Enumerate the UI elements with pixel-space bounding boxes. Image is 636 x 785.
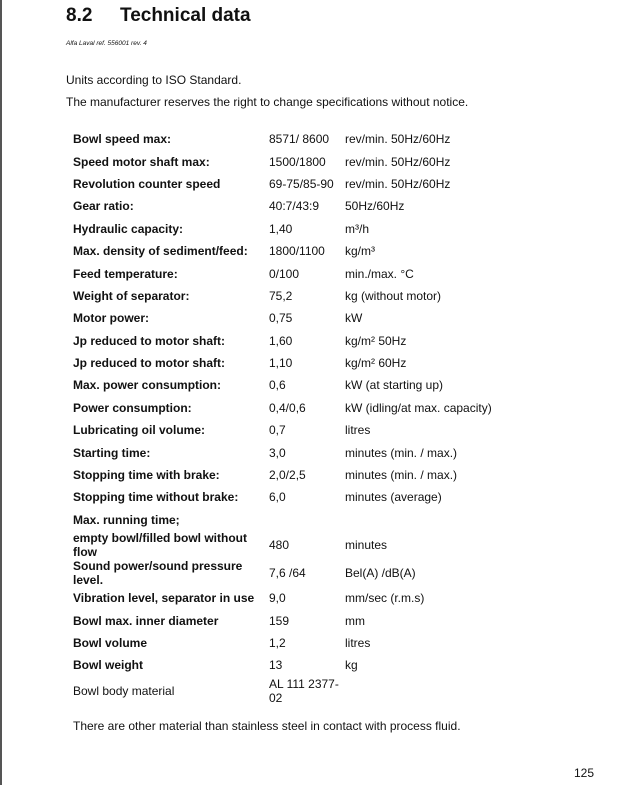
spec-unit: kW (at starting up) xyxy=(345,378,444,393)
spec-label: Motor power: xyxy=(73,311,149,326)
spec-value: 0,4/0,6 xyxy=(269,400,306,415)
spec-value: 1,60 xyxy=(269,333,293,348)
spec-value: 159 xyxy=(269,613,290,628)
spec-unit: kg/m² 60Hz xyxy=(345,356,407,371)
spec-unit xyxy=(345,677,492,705)
document-reference: Alfa Laval ref. 556001 rev. 4 xyxy=(66,40,147,47)
spec-row xyxy=(73,285,492,307)
spec-unit: litres xyxy=(345,636,371,650)
spec-label: Starting time: xyxy=(73,445,151,460)
spec-row xyxy=(73,262,492,284)
spec-unit: kW xyxy=(345,311,363,326)
spec-row xyxy=(73,441,492,463)
spec-value: 9,0 xyxy=(269,591,286,606)
spec-row xyxy=(73,352,492,374)
spec-unit: mm/sec (r.m.s) xyxy=(345,591,425,606)
spec-value: 1500/1800 xyxy=(269,154,326,169)
spec-unit: kg/m³ xyxy=(345,244,375,259)
spec-label: Max. density of sediment/feed: xyxy=(73,244,248,259)
spec-value: 75,2 xyxy=(269,288,293,303)
spec-unit: rev/min. 50Hz/60Hz xyxy=(345,132,451,147)
spec-label: Stopping time with brake: xyxy=(73,468,220,483)
spec-row xyxy=(73,632,492,654)
spec-unit: kg (without motor) xyxy=(345,288,442,303)
spec-value: 0,75 xyxy=(269,311,293,326)
spec-row xyxy=(73,218,492,240)
technical-data-rows xyxy=(73,128,492,705)
spec-label: Lubricating oil volume: xyxy=(73,423,206,438)
spec-label: Bowl volume xyxy=(73,636,148,650)
spec-label: Max. running time; xyxy=(73,512,180,527)
spec-label: Vibration level, separator in use xyxy=(73,591,255,606)
section-number: 8.2 xyxy=(66,5,93,26)
spec-row xyxy=(73,464,492,486)
section-title: Technical data xyxy=(120,5,251,26)
spec-unit: kg/m² 50Hz xyxy=(345,333,407,348)
spec-row xyxy=(73,609,492,631)
spec-row xyxy=(73,128,492,150)
spec-row xyxy=(73,531,492,559)
spec-row xyxy=(73,559,492,587)
spec-value: 0,6 xyxy=(269,378,286,393)
spec-unit: Bel(A) /dB(A) xyxy=(345,566,416,581)
spec-unit: m³/h xyxy=(345,221,369,236)
spec-row xyxy=(73,654,492,676)
spec-row xyxy=(73,419,492,441)
spec-label: Max. power consumption: xyxy=(73,378,222,393)
spec-value: 1,40 xyxy=(269,221,293,236)
spec-label: Jp reduced to motor shaft: xyxy=(73,356,226,371)
spec-unit: rev/min. 50Hz/60Hz xyxy=(345,154,451,169)
spec-unit: minutes (min. / max.) xyxy=(345,445,458,460)
spec-value: 40:7/43:9 xyxy=(269,199,320,214)
spec-unit: kg xyxy=(345,658,358,673)
spec-value: 13 xyxy=(269,658,283,673)
spec-row xyxy=(73,509,492,531)
spec-value: 7,6 /64 xyxy=(269,566,306,581)
spec-unit: litres xyxy=(345,423,371,438)
spec-row xyxy=(73,397,492,419)
spec-value: 69-75/85-90 xyxy=(269,176,334,191)
spec-label: Gear ratio: xyxy=(73,199,134,214)
spec-value xyxy=(269,509,345,531)
spec-label: Revolution counter speed xyxy=(73,176,221,191)
spec-label: Stopping time without brake: xyxy=(73,490,239,505)
spec-label: Sound power/sound pressure level. xyxy=(73,559,243,588)
spec-value: 1,10 xyxy=(269,356,293,371)
spec-row xyxy=(73,486,492,508)
spec-row xyxy=(73,150,492,172)
spec-unit: minutes xyxy=(345,538,388,553)
spec-unit: min./max. °C xyxy=(345,266,414,281)
spec-value: 480 xyxy=(269,538,290,553)
section-heading xyxy=(66,5,251,27)
page-left-edge xyxy=(0,0,2,785)
technical-data-table xyxy=(73,128,492,705)
spec-value: 2,0/2,5 xyxy=(269,468,306,483)
spec-label: Feed temperature: xyxy=(73,266,178,281)
spec-row xyxy=(73,240,492,262)
spec-label: Bowl speed max: xyxy=(73,132,172,147)
spec-label: empty bowl/filled bowl without flow xyxy=(73,531,247,560)
spec-unit: mm xyxy=(345,613,365,628)
page-number: 125 xyxy=(574,766,595,780)
spec-unit: kW (idling/at max. capacity) xyxy=(345,400,492,415)
spec-value: AL 111 2377-02 xyxy=(269,676,339,705)
spec-row xyxy=(73,307,492,329)
spec-label: Power consumption: xyxy=(73,400,192,415)
spec-label: Bowl max. inner diameter xyxy=(73,613,219,628)
spec-row xyxy=(73,173,492,195)
spec-value: 8571/ 8600 xyxy=(269,132,330,147)
intro-disclaimer-text: The manufacturer reserves the right to change specifications without notice. xyxy=(66,95,469,109)
spec-value: 3,0 xyxy=(269,445,286,460)
spec-row xyxy=(73,330,492,352)
spec-value: 6,0 xyxy=(269,490,286,505)
spec-value: 0/100 xyxy=(269,266,300,281)
spec-value: 1800/1100 xyxy=(269,244,325,259)
spec-row xyxy=(73,374,492,396)
spec-unit: 50Hz/60Hz xyxy=(345,199,405,214)
spec-value: 1,2 xyxy=(269,636,286,650)
intro-units-text: Units according to ISO Standard. xyxy=(66,73,242,87)
spec-unit: minutes (average) xyxy=(345,490,442,505)
spec-label: Hydraulic capacity: xyxy=(73,221,184,236)
spec-label: Bowl weight xyxy=(73,658,143,673)
material-note: There are other material than stainless steel in contact with process fluid. xyxy=(73,719,461,733)
spec-label: Speed motor shaft max: xyxy=(73,154,210,169)
spec-row xyxy=(73,195,492,217)
spec-unit xyxy=(345,509,492,531)
spec-label: Bowl body material xyxy=(73,683,175,698)
spec-unit: rev/min. 50Hz/60Hz xyxy=(345,176,451,191)
spec-value: 0,7 xyxy=(269,423,286,438)
spec-row xyxy=(73,677,492,705)
spec-label: Weight of separator: xyxy=(73,288,190,303)
spec-row xyxy=(73,587,492,609)
spec-unit: minutes (min. / max.) xyxy=(345,468,458,483)
spec-label: Jp reduced to motor shaft: xyxy=(73,333,226,348)
